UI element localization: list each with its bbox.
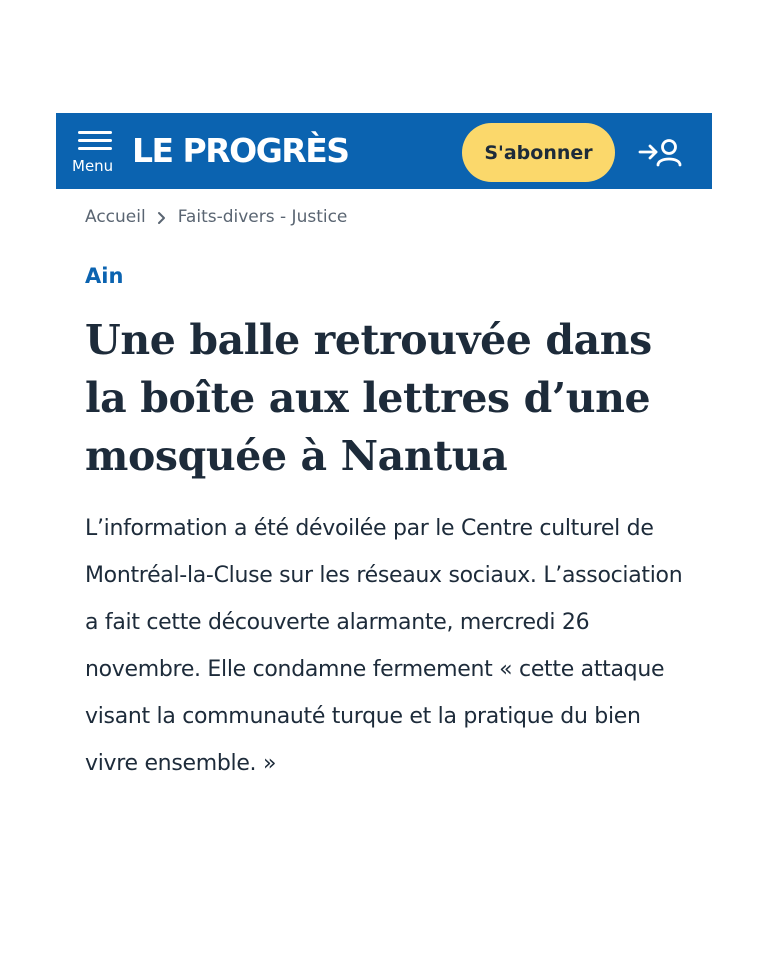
article-lede: L’information a été dévoilée par le Centre culturel de Montréal-la-Cluse sur les réseaux sociaux. L’association a fait cette découverte alarmante, mercredi 26 novembre. Elle condamne fermement « cette attaque visant la communauté turque et la pratique du bien vivre ensemble. » — [85, 516, 683, 776]
breadcrumb — [85, 205, 347, 229]
hamburger-icon — [78, 131, 112, 153]
menu-label: Menu — [72, 157, 114, 175]
site-header — [56, 113, 712, 189]
site-logo[interactable]: LE PROGRÈS — [132, 131, 349, 170]
section-label[interactable]: Ain — [85, 264, 124, 288]
menu-button[interactable] — [72, 131, 118, 175]
article-title: Une balle retrouvée dans la boîte aux lettres d’une mosquée à Nantua — [85, 316, 652, 480]
breadcrumb-home[interactable]: Accueil — [85, 207, 146, 227]
breadcrumb-category[interactable]: Faits-divers - Justice — [177, 207, 348, 227]
chevron-right-icon — [152, 207, 172, 227]
login-button[interactable] — [638, 135, 686, 169]
subscribe-button[interactable]: S'abonner — [462, 123, 615, 182]
login-user-icon — [638, 135, 686, 169]
